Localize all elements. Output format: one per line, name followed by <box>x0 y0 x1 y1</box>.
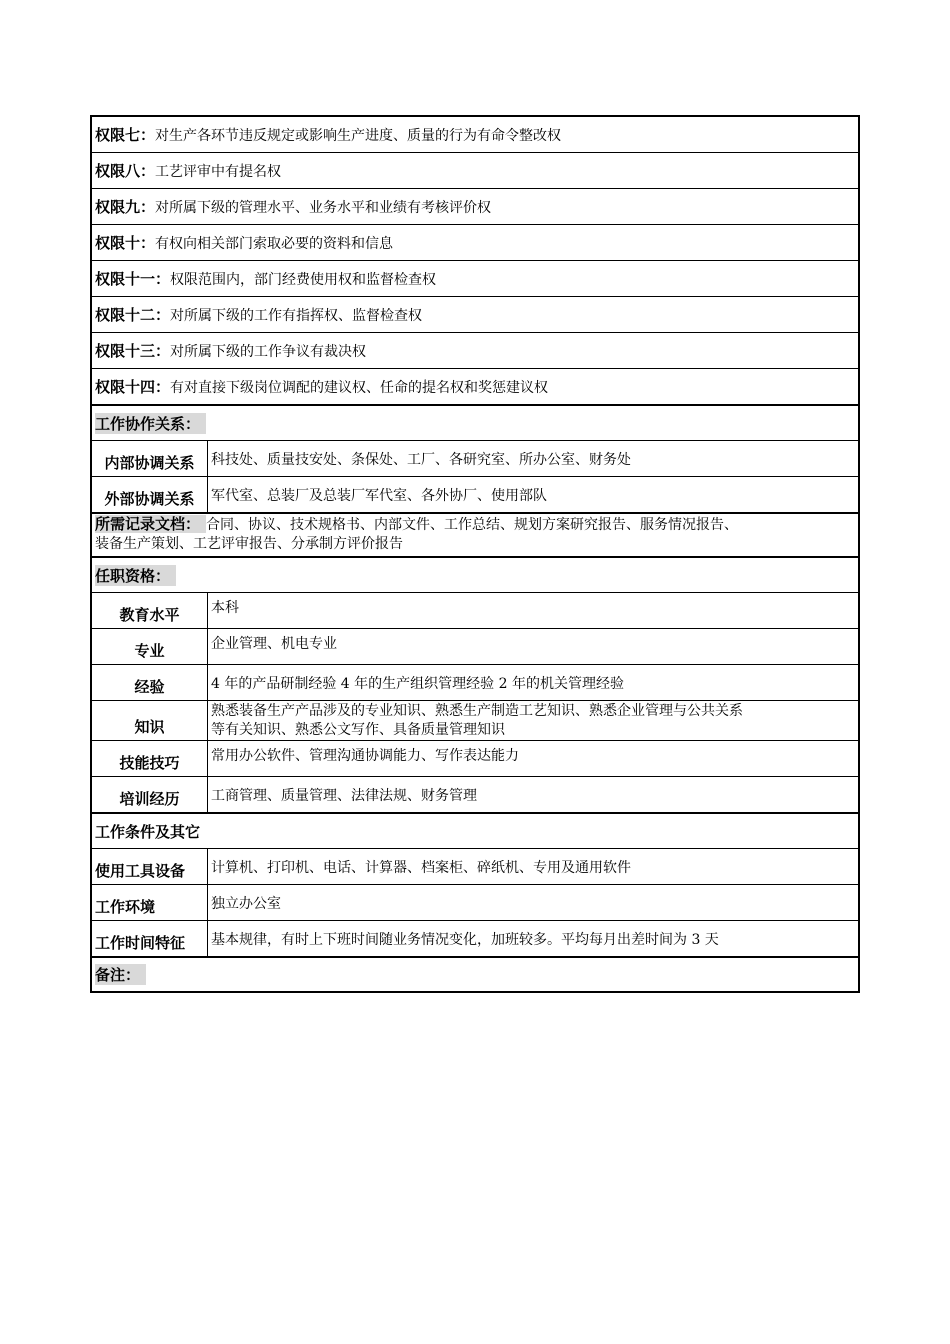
external-coordination-value: 军代室、总装厂及总装厂军代室、各外协厂、使用部队 <box>211 487 547 504</box>
authority-row-12 <box>92 297 858 333</box>
authority-label: 权限十四： <box>95 378 171 396</box>
tools-row <box>92 849 858 885</box>
authority-text: 对所属下级的工作争议有裁决权 <box>170 343 367 360</box>
authority-row-14 <box>92 369 858 405</box>
authority-label: 权限十： <box>95 234 156 252</box>
authority-row-11 <box>92 261 858 297</box>
records-label: 所需记录文档： <box>95 515 206 533</box>
section-title-cooperation: 工作协作关系： <box>95 413 206 434</box>
external-coordination-label: 外部协调关系 <box>92 477 208 512</box>
job-description-table <box>90 115 860 993</box>
section-title-qualifications: 任职资格： <box>95 565 176 586</box>
experience-label: 经验 <box>92 665 208 700</box>
authority-row-10 <box>92 225 858 261</box>
authority-label: 权限八： <box>95 162 156 180</box>
internal-coordination-row <box>92 441 858 477</box>
records-text-line2: 装备生产策划、工艺评审报告、分承制方评价报告 <box>95 536 403 552</box>
tools-label: 使用工具设备 <box>92 849 208 884</box>
remarks-row <box>92 957 858 991</box>
major-row <box>92 629 858 665</box>
authority-row-7 <box>92 117 858 153</box>
authority-row-9 <box>92 189 858 225</box>
internal-coordination-label: 内部协调关系 <box>92 441 208 476</box>
education-value: 本科 <box>211 600 239 616</box>
authority-text: 对所属下级的管理水平、业务水平和业绩有考核评价权 <box>155 199 492 216</box>
major-value: 企业管理、机电专业 <box>211 636 337 652</box>
authority-text: 权限范围内，部门经费使用权和监督检查权 <box>170 271 437 288</box>
external-coordination-row <box>92 477 858 513</box>
authority-label: 权限十一： <box>95 270 171 288</box>
skills-label: 技能技巧 <box>92 741 208 776</box>
knowledge-value-line2: 等有关知识、熟悉公文写作、具备质量管理知识 <box>211 722 505 738</box>
authority-text: 工艺评审中有提名权 <box>155 163 282 180</box>
environment-value: 独立办公室 <box>211 895 281 912</box>
environment-label: 工作环境 <box>92 885 208 920</box>
authority-row-13 <box>92 333 858 369</box>
internal-coordination-value: 科技处、质量技安处、条保处、工厂、各研究室、所办公室、财务处 <box>211 451 631 468</box>
work-hours-label: 工作时间特征 <box>92 921 208 956</box>
cooperation-header-row <box>92 405 858 441</box>
training-row <box>92 777 858 813</box>
authority-label: 权限十二： <box>95 306 171 324</box>
authority-text: 对生产各环节违反规定或影响生产进度、质量的行为有命令整改权 <box>155 127 562 144</box>
major-label: 专业 <box>92 629 208 664</box>
remarks-label: 备注： <box>95 964 146 985</box>
skills-row <box>92 741 858 777</box>
education-row <box>92 593 858 629</box>
knowledge-value-line1: 熟悉装备生产产品涉及的专业知识、熟悉生产制造工艺知识、熟悉企业管理与公共关系 <box>211 703 743 719</box>
authority-label: 权限七： <box>95 126 156 144</box>
records-text-line1: 合同、协议、技术规格书、内部文件、工作总结、规划方案研究报告、服务情况报告、 <box>206 517 739 533</box>
conditions-header-row <box>92 813 858 849</box>
work-hours-value: 基本规律，有时上下班时间随业务情况变化，加班较多。平均每月出差时间为 3 天 <box>211 931 719 948</box>
tools-value: 计算机、打印机、电话、计算器、档案柜、碎纸机、专用及通用软件 <box>211 859 631 876</box>
training-label: 培训经历 <box>92 777 208 812</box>
authority-label: 权限九： <box>95 198 156 216</box>
authority-text: 有对直接下级岗位调配的建议权、任命的提名权和奖惩建议权 <box>170 379 549 396</box>
authority-text: 有权向相关部门索取必要的资料和信息 <box>155 235 394 252</box>
authority-text: 对所属下级的工作有指挥权、监督检查权 <box>170 307 423 324</box>
training-value: 工商管理、质量管理、法律法规、财务管理 <box>211 787 477 804</box>
education-label: 教育水平 <box>92 593 208 628</box>
knowledge-label: 知识 <box>92 701 208 740</box>
authority-label: 权限十三： <box>95 342 171 360</box>
records-row <box>92 513 858 557</box>
qualifications-header-row <box>92 557 858 593</box>
work-hours-row <box>92 921 858 957</box>
knowledge-row <box>92 701 858 741</box>
skills-value: 常用办公软件、管理沟通协调能力、写作表达能力 <box>211 748 519 764</box>
authority-row-8 <box>92 153 858 189</box>
section-title-conditions: 工作条件及其它 <box>95 822 201 841</box>
environment-row <box>92 885 858 921</box>
experience-value: 4 年的产品研制经验 4 年的生产组织管理经验 2 年的机关管理经验 <box>211 675 624 692</box>
experience-row <box>92 665 858 701</box>
